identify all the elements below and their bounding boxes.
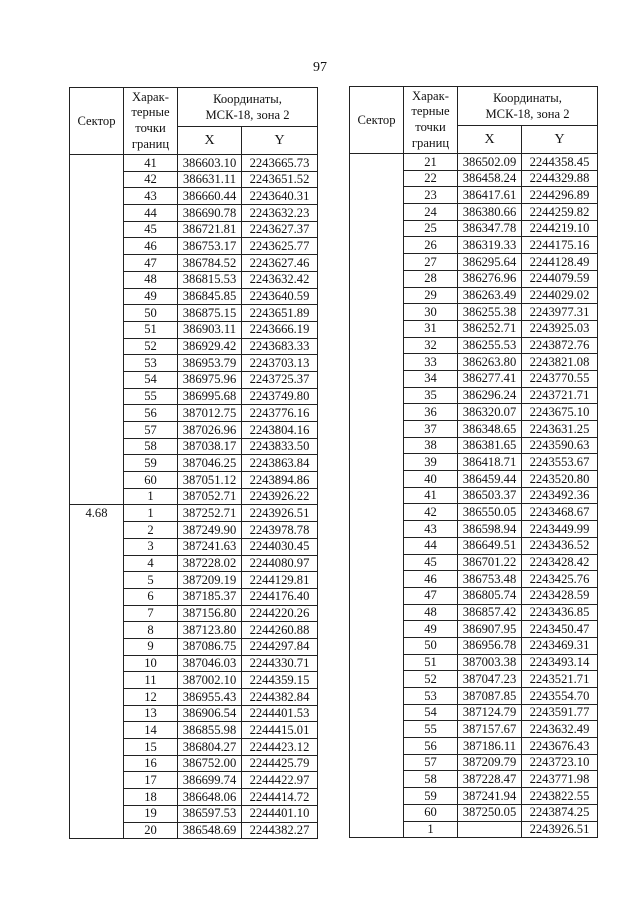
point-number-cell: 13 <box>124 705 178 722</box>
point-number-cell: 36 <box>404 404 458 421</box>
x-coordinate-cell: 386458.24 <box>458 170 522 187</box>
y-coordinate-cell: 2244079.59 <box>522 270 598 287</box>
point-number-cell: 58 <box>124 438 178 455</box>
right-table-body <box>350 154 598 838</box>
point-number-cell: 23 <box>404 187 458 204</box>
x-coordinate-cell: 386805.74 <box>458 587 522 604</box>
y-coordinate-cell: 2243821.08 <box>522 354 598 371</box>
x-coordinate-cell: 386603.10 <box>178 155 242 172</box>
y-coordinate-cell: 2243675.10 <box>522 404 598 421</box>
y-coordinate-cell: 2243872.76 <box>522 337 598 354</box>
left-table-body <box>70 155 318 839</box>
x-coordinate-cell: 387026.96 <box>178 422 242 439</box>
y-coordinate-cell: 2243631.25 <box>522 421 598 438</box>
x-coordinate-cell: 386263.49 <box>458 287 522 304</box>
header-coords-line: МСК-18, зона 2 <box>205 108 290 122</box>
y-coordinate-cell: 2244329.88 <box>522 170 598 187</box>
x-coordinate-cell: 386753.48 <box>458 571 522 588</box>
y-coordinate-cell: 2243640.59 <box>242 288 318 305</box>
y-coordinate-cell: 2243822.55 <box>522 788 598 805</box>
y-coordinate-cell: 2244423.12 <box>242 739 318 756</box>
point-number-cell: 52 <box>404 671 458 688</box>
point-number-cell: 58 <box>404 771 458 788</box>
point-number-cell: 25 <box>404 220 458 237</box>
header-char-line: границ <box>131 136 170 151</box>
x-coordinate-cell: 386784.52 <box>178 255 242 272</box>
x-coordinate-cell: 386320.07 <box>458 404 522 421</box>
x-coordinate-cell: 387228.02 <box>178 555 242 572</box>
y-coordinate-cell: 2244401.53 <box>242 705 318 722</box>
point-number-cell: 41 <box>404 487 458 504</box>
point-number-cell: 44 <box>404 537 458 554</box>
y-coordinate-cell: 2243554.70 <box>522 688 598 705</box>
y-coordinate-cell: 2244219.10 <box>522 220 598 237</box>
point-number-cell: 10 <box>124 655 178 672</box>
header-coordinates <box>458 87 598 126</box>
point-number-cell: 26 <box>404 237 458 254</box>
y-coordinate-cell: 2244296.89 <box>522 187 598 204</box>
y-coordinate-cell: 2243493.14 <box>522 654 598 671</box>
point-number-cell: 46 <box>124 238 178 255</box>
x-coordinate-cell: 387003.38 <box>458 654 522 671</box>
table-row <box>350 154 598 171</box>
y-coordinate-cell: 2244330.71 <box>242 655 318 672</box>
x-coordinate-cell: 386649.51 <box>458 537 522 554</box>
point-number-cell: 57 <box>124 422 178 439</box>
x-coordinate-cell: 387249.90 <box>178 522 242 539</box>
x-coordinate-cell: 387157.67 <box>458 721 522 738</box>
point-number-cell: 40 <box>404 471 458 488</box>
point-number-cell: 17 <box>124 772 178 789</box>
point-number-cell: 43 <box>404 521 458 538</box>
y-coordinate-cell: 2243771.98 <box>522 771 598 788</box>
y-coordinate-cell: 2243640.31 <box>242 188 318 205</box>
x-coordinate-cell: 386276.96 <box>458 270 522 287</box>
header-x: X <box>178 127 242 155</box>
point-number-cell: 11 <box>124 672 178 689</box>
point-number-cell: 41 <box>124 155 178 172</box>
point-number-cell: 31 <box>404 320 458 337</box>
x-coordinate-cell: 387052.71 <box>178 488 242 505</box>
point-number-cell: 53 <box>404 688 458 705</box>
point-number-cell: 56 <box>124 405 178 422</box>
x-coordinate-cell: 386381.65 <box>458 437 522 454</box>
point-number-cell: 45 <box>124 221 178 238</box>
x-coordinate-cell: 386699.74 <box>178 772 242 789</box>
x-coordinate-cell: 386255.53 <box>458 337 522 354</box>
x-coordinate-cell: 387046.25 <box>178 455 242 472</box>
y-coordinate-cell: 2243749.80 <box>242 388 318 405</box>
point-number-cell: 39 <box>404 454 458 471</box>
x-coordinate-cell: 386690.78 <box>178 205 242 222</box>
y-coordinate-cell: 2243666.19 <box>242 321 318 338</box>
y-coordinate-cell: 2243926.51 <box>522 821 598 838</box>
header-characteristic-points <box>404 87 458 154</box>
y-coordinate-cell: 2244129.81 <box>242 572 318 589</box>
y-coordinate-cell: 2243833.50 <box>242 438 318 455</box>
point-number-cell: 60 <box>124 472 178 489</box>
x-coordinate-cell: 386804.27 <box>178 739 242 756</box>
point-number-cell: 8 <box>124 622 178 639</box>
y-coordinate-cell: 2243863.84 <box>242 455 318 472</box>
point-number-cell: 38 <box>404 437 458 454</box>
point-number-cell: 1 <box>124 488 178 505</box>
y-coordinate-cell: 2243776.16 <box>242 405 318 422</box>
x-coordinate-cell: 387123.80 <box>178 622 242 639</box>
header-char-line: терные <box>411 104 450 119</box>
point-number-cell: 49 <box>404 621 458 638</box>
x-coordinate-cell: 386855.98 <box>178 722 242 739</box>
x-coordinate-cell: 387038.17 <box>178 438 242 455</box>
point-number-cell: 19 <box>124 805 178 822</box>
y-coordinate-cell: 2243770.55 <box>522 370 598 387</box>
sector-cell <box>350 154 404 838</box>
header-sector: Сектор <box>350 87 404 154</box>
header-char-line: Харак- <box>412 88 449 103</box>
y-coordinate-cell: 2243926.22 <box>242 488 318 505</box>
header-coords-line: Координаты, <box>493 90 562 105</box>
x-coordinate-cell: 386319.33 <box>458 237 522 254</box>
x-coordinate-cell: 386995.68 <box>178 388 242 405</box>
y-coordinate-cell: 2244358.45 <box>522 154 598 171</box>
point-number-cell: 33 <box>404 354 458 371</box>
point-number-cell: 24 <box>404 204 458 221</box>
point-number-cell: 47 <box>124 255 178 272</box>
point-number-cell: 44 <box>124 205 178 222</box>
x-coordinate-cell: 387051.12 <box>178 472 242 489</box>
table-row <box>70 155 318 172</box>
point-number-cell: 59 <box>404 788 458 805</box>
header-coords-line: МСК-18, зона 2 <box>485 107 570 121</box>
x-coordinate-cell: 386263.80 <box>458 354 522 371</box>
y-coordinate-cell: 2244401.10 <box>242 805 318 822</box>
x-coordinate-cell: 387046.03 <box>178 655 242 672</box>
y-coordinate-cell: 2244029.02 <box>522 287 598 304</box>
x-coordinate-cell: 386956.78 <box>458 637 522 654</box>
y-coordinate-cell: 2243632.23 <box>242 205 318 222</box>
point-number-cell: 9 <box>124 638 178 655</box>
point-number-cell: 18 <box>124 789 178 806</box>
y-coordinate-cell: 2243428.59 <box>522 587 598 604</box>
point-number-cell: 37 <box>404 421 458 438</box>
x-coordinate-cell: 386347.78 <box>458 220 522 237</box>
point-number-cell: 12 <box>124 689 178 706</box>
x-coordinate-cell: 387047.23 <box>458 671 522 688</box>
x-coordinate-cell: 386721.81 <box>178 221 242 238</box>
x-coordinate-cell: 386548.69 <box>178 822 242 839</box>
x-coordinate-cell: 387086.75 <box>178 638 242 655</box>
x-coordinate-cell: 387186.11 <box>458 738 522 755</box>
point-number-cell: 42 <box>124 171 178 188</box>
x-coordinate-cell: 386296.24 <box>458 387 522 404</box>
point-number-cell: 22 <box>404 170 458 187</box>
point-number-cell: 34 <box>404 370 458 387</box>
x-coordinate-cell: 386503.37 <box>458 487 522 504</box>
point-number-cell: 3 <box>124 538 178 555</box>
x-coordinate-cell: 386907.95 <box>458 621 522 638</box>
y-coordinate-cell: 2244425.79 <box>242 755 318 772</box>
x-coordinate-cell: 386955.43 <box>178 689 242 706</box>
x-coordinate-cell: 387124.79 <box>458 704 522 721</box>
y-coordinate-cell: 2243978.78 <box>242 522 318 539</box>
page-number: 97 <box>313 60 327 75</box>
point-number-cell: 55 <box>404 721 458 738</box>
header-y: Y <box>522 126 598 154</box>
point-number-cell: 50 <box>404 637 458 654</box>
y-coordinate-cell: 2243703.13 <box>242 355 318 372</box>
y-coordinate-cell: 2244080.97 <box>242 555 318 572</box>
coordinates-table-left <box>69 87 318 839</box>
point-number-cell: 51 <box>124 321 178 338</box>
x-coordinate-cell: 387209.19 <box>178 572 242 589</box>
point-number-cell: 32 <box>404 337 458 354</box>
point-number-cell: 16 <box>124 755 178 772</box>
x-coordinate-cell: 386502.09 <box>458 154 522 171</box>
x-coordinate-cell: 386906.54 <box>178 705 242 722</box>
point-number-cell: 59 <box>124 455 178 472</box>
y-coordinate-cell: 2243874.25 <box>522 804 598 821</box>
x-coordinate-cell: 386418.71 <box>458 454 522 471</box>
x-coordinate-cell: 386255.38 <box>458 304 522 321</box>
x-coordinate-cell: 387241.94 <box>458 788 522 805</box>
y-coordinate-cell: 2243625.77 <box>242 238 318 255</box>
y-coordinate-cell: 2243925.03 <box>522 320 598 337</box>
x-coordinate-cell: 387250.05 <box>458 804 522 821</box>
x-coordinate-cell: 387252.71 <box>178 505 242 522</box>
point-number-cell: 20 <box>124 822 178 839</box>
y-coordinate-cell: 2243520.80 <box>522 471 598 488</box>
y-coordinate-cell: 2243590.63 <box>522 437 598 454</box>
point-number-cell: 1 <box>404 821 458 838</box>
y-coordinate-cell: 2243436.85 <box>522 604 598 621</box>
y-coordinate-cell: 2243449.99 <box>522 521 598 538</box>
x-coordinate-cell: 386953.79 <box>178 355 242 372</box>
y-coordinate-cell: 2243469.31 <box>522 637 598 654</box>
x-coordinate-cell: 386277.41 <box>458 370 522 387</box>
y-coordinate-cell: 2244220.26 <box>242 605 318 622</box>
y-coordinate-cell: 2244176.40 <box>242 588 318 605</box>
point-number-cell: 21 <box>404 154 458 171</box>
y-coordinate-cell: 2243683.33 <box>242 338 318 355</box>
header-coordinates <box>178 88 318 127</box>
y-coordinate-cell: 2244415.01 <box>242 722 318 739</box>
y-coordinate-cell: 2244359.15 <box>242 672 318 689</box>
y-coordinate-cell: 2243977.31 <box>522 304 598 321</box>
x-coordinate-cell: 386648.06 <box>178 789 242 806</box>
y-coordinate-cell: 2244128.49 <box>522 254 598 271</box>
y-coordinate-cell: 2243804.16 <box>242 422 318 439</box>
x-coordinate-cell: 386875.15 <box>178 305 242 322</box>
point-number-cell: 54 <box>124 371 178 388</box>
point-number-cell: 50 <box>124 305 178 322</box>
x-coordinate-cell: 386753.17 <box>178 238 242 255</box>
header-coords-line: Координаты, <box>213 91 282 106</box>
x-coordinate-cell: 387156.80 <box>178 605 242 622</box>
x-coordinate-cell: 386845.85 <box>178 288 242 305</box>
point-number-cell: 4 <box>124 555 178 572</box>
y-coordinate-cell: 2243627.46 <box>242 255 318 272</box>
x-coordinate-cell: 386660.44 <box>178 188 242 205</box>
y-coordinate-cell: 2243627.37 <box>242 221 318 238</box>
y-coordinate-cell: 2243450.47 <box>522 621 598 638</box>
x-coordinate-cell: 387241.63 <box>178 538 242 555</box>
x-coordinate-cell: 386701.22 <box>458 554 522 571</box>
y-coordinate-cell: 2244382.84 <box>242 689 318 706</box>
y-coordinate-cell: 2244175.16 <box>522 237 598 254</box>
x-coordinate-cell: 386975.96 <box>178 371 242 388</box>
point-number-cell: 1 <box>124 505 178 522</box>
x-coordinate-cell: 386631.11 <box>178 171 242 188</box>
point-number-cell: 7 <box>124 605 178 622</box>
x-coordinate-cell: 386459.44 <box>458 471 522 488</box>
point-number-cell: 52 <box>124 338 178 355</box>
header-sector: Сектор <box>70 88 124 155</box>
x-coordinate-cell: 387087.85 <box>458 688 522 705</box>
table-row <box>70 505 318 522</box>
point-number-cell: 45 <box>404 554 458 571</box>
sector-cell <box>70 155 124 505</box>
x-coordinate-cell: 386252.71 <box>458 320 522 337</box>
y-coordinate-cell: 2244414.72 <box>242 789 318 806</box>
y-coordinate-cell: 2243725.37 <box>242 371 318 388</box>
point-number-cell: 48 <box>404 604 458 621</box>
point-number-cell: 48 <box>124 271 178 288</box>
header-char-line: точки <box>135 121 166 135</box>
header-char-line: терные <box>131 105 170 120</box>
x-coordinate-cell: 387185.37 <box>178 588 242 605</box>
x-coordinate-cell: 386929.42 <box>178 338 242 355</box>
point-number-cell: 47 <box>404 587 458 604</box>
x-coordinate-cell: 387012.75 <box>178 405 242 422</box>
y-coordinate-cell: 2243591.77 <box>522 704 598 721</box>
x-coordinate-cell: 387228.47 <box>458 771 522 788</box>
y-coordinate-cell: 2243665.73 <box>242 155 318 172</box>
y-coordinate-cell: 2243468.67 <box>522 504 598 521</box>
y-coordinate-cell: 2243721.71 <box>522 387 598 404</box>
point-number-cell: 54 <box>404 704 458 721</box>
point-number-cell: 6 <box>124 588 178 605</box>
header-characteristic-points <box>124 88 178 155</box>
point-number-cell: 42 <box>404 504 458 521</box>
y-coordinate-cell: 2243492.36 <box>522 487 598 504</box>
y-coordinate-cell: 2243521.71 <box>522 671 598 688</box>
point-number-cell: 14 <box>124 722 178 739</box>
x-coordinate-cell: 386815.53 <box>178 271 242 288</box>
header-char-line: точки <box>415 120 446 134</box>
point-number-cell: 35 <box>404 387 458 404</box>
y-coordinate-cell: 2244382.27 <box>242 822 318 839</box>
y-coordinate-cell: 2244260.88 <box>242 622 318 639</box>
header-x: X <box>458 126 522 154</box>
x-coordinate-cell: 386857.42 <box>458 604 522 621</box>
point-number-cell: 29 <box>404 287 458 304</box>
x-coordinate-cell: 386348.65 <box>458 421 522 438</box>
point-number-cell: 28 <box>404 270 458 287</box>
point-number-cell: 5 <box>124 572 178 589</box>
y-coordinate-cell: 2243632.49 <box>522 721 598 738</box>
point-number-cell: 56 <box>404 738 458 755</box>
point-number-cell: 30 <box>404 304 458 321</box>
x-coordinate-cell: 386550.05 <box>458 504 522 521</box>
y-coordinate-cell: 2243632.42 <box>242 271 318 288</box>
point-number-cell: 51 <box>404 654 458 671</box>
x-coordinate-cell: 386597.53 <box>178 805 242 822</box>
sector-cell: 4.68 <box>70 505 124 839</box>
header-char-line: Харак- <box>132 89 169 104</box>
y-coordinate-cell: 2243651.52 <box>242 171 318 188</box>
x-coordinate-cell: 386752.00 <box>178 755 242 772</box>
x-coordinate-cell: 386417.61 <box>458 187 522 204</box>
point-number-cell: 55 <box>124 388 178 405</box>
y-coordinate-cell: 2243723.10 <box>522 754 598 771</box>
y-coordinate-cell: 2243436.52 <box>522 537 598 554</box>
y-coordinate-cell: 2244297.84 <box>242 638 318 655</box>
x-coordinate-cell: 387002.10 <box>178 672 242 689</box>
x-coordinate-cell <box>458 821 522 838</box>
y-coordinate-cell: 2243894.86 <box>242 472 318 489</box>
x-coordinate-cell: 386598.94 <box>458 521 522 538</box>
point-number-cell: 53 <box>124 355 178 372</box>
x-coordinate-cell: 387209.79 <box>458 754 522 771</box>
point-number-cell: 57 <box>404 754 458 771</box>
x-coordinate-cell: 386380.66 <box>458 204 522 221</box>
header-y: Y <box>242 127 318 155</box>
point-number-cell: 2 <box>124 522 178 539</box>
point-number-cell: 46 <box>404 571 458 588</box>
point-number-cell: 43 <box>124 188 178 205</box>
y-coordinate-cell: 2244259.82 <box>522 204 598 221</box>
y-coordinate-cell: 2243428.42 <box>522 554 598 571</box>
point-number-cell: 27 <box>404 254 458 271</box>
y-coordinate-cell: 2243651.89 <box>242 305 318 322</box>
y-coordinate-cell: 2244422.97 <box>242 772 318 789</box>
x-coordinate-cell: 386295.64 <box>458 254 522 271</box>
header-char-line: границ <box>411 135 450 150</box>
y-coordinate-cell: 2243926.51 <box>242 505 318 522</box>
y-coordinate-cell: 2244030.45 <box>242 538 318 555</box>
y-coordinate-cell: 2243553.67 <box>522 454 598 471</box>
point-number-cell: 60 <box>404 804 458 821</box>
y-coordinate-cell: 2243676.43 <box>522 738 598 755</box>
y-coordinate-cell: 2243425.76 <box>522 571 598 588</box>
point-number-cell: 15 <box>124 739 178 756</box>
coordinates-table-right <box>349 86 598 838</box>
x-coordinate-cell: 386903.11 <box>178 321 242 338</box>
point-number-cell: 49 <box>124 288 178 305</box>
